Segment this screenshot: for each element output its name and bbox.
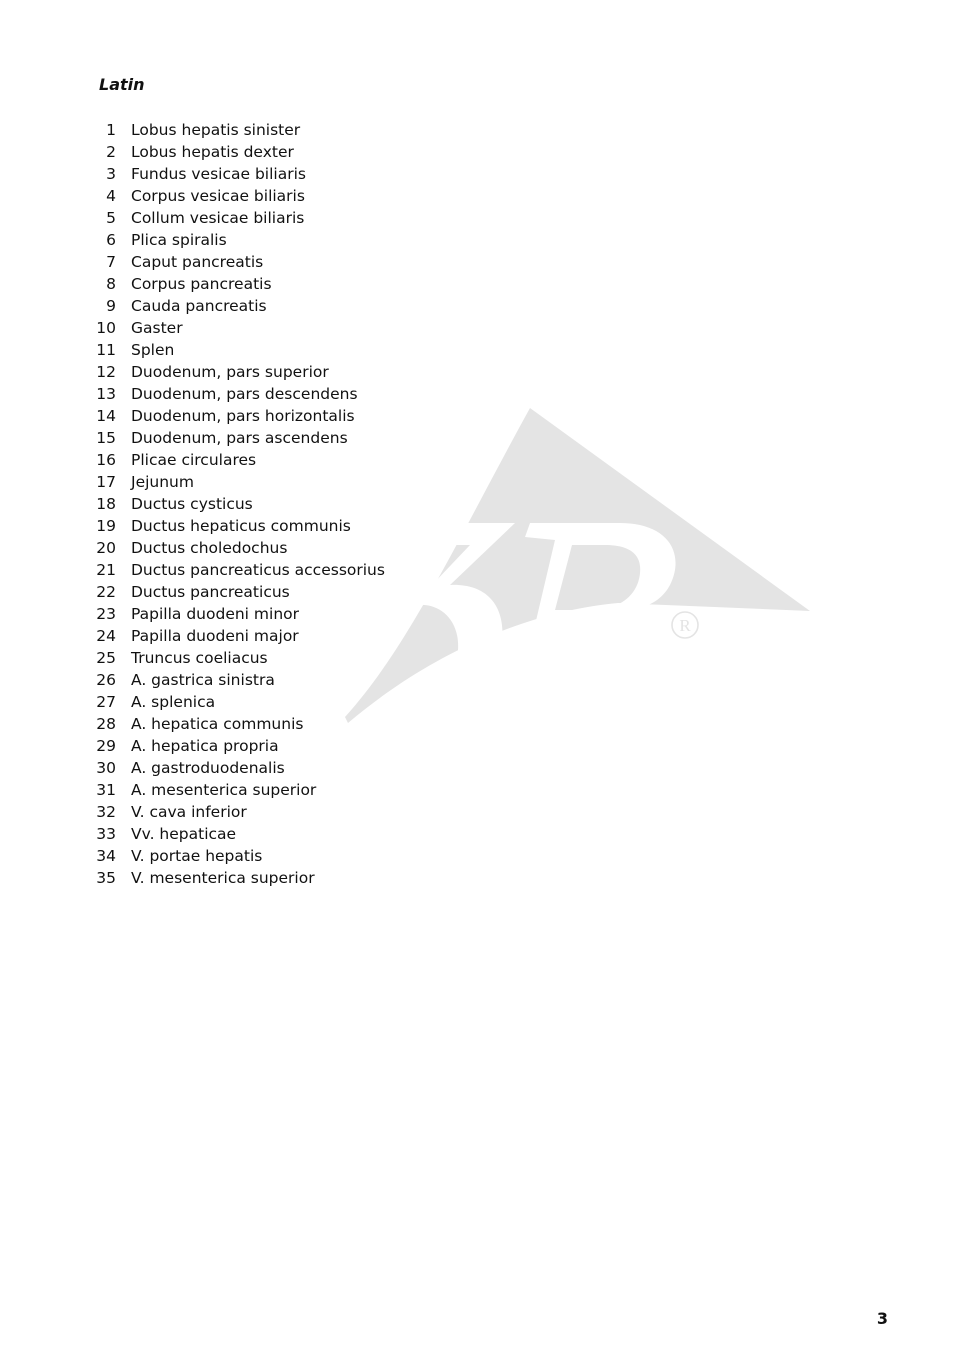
item-name: A. hepatica propria xyxy=(131,737,279,755)
item-name: Lobus hepatis dexter xyxy=(131,143,294,161)
item-number: 23 xyxy=(96,605,116,623)
item-number: 28 xyxy=(96,715,116,733)
page-heading: Latin xyxy=(99,75,145,94)
list-item xyxy=(92,691,385,713)
list-item xyxy=(92,141,385,163)
item-name: Duodenum, pars ascendens xyxy=(131,429,348,447)
list-item xyxy=(92,647,385,669)
list-item xyxy=(92,361,385,383)
list-item xyxy=(92,383,385,405)
item-number: 13 xyxy=(96,385,116,403)
list-item xyxy=(92,471,385,493)
item-number: 5 xyxy=(106,209,116,227)
item-number: 6 xyxy=(106,231,116,249)
item-name: Caput pancreatis xyxy=(131,253,264,271)
list-item xyxy=(92,449,385,471)
list-item xyxy=(92,119,385,141)
list-item xyxy=(92,801,385,823)
item-name: Plicae circulares xyxy=(131,451,257,469)
item-name: V. portae hepatis xyxy=(131,847,263,865)
list-item xyxy=(92,669,385,691)
item-name: A. splenica xyxy=(131,693,216,711)
list-item xyxy=(92,339,385,361)
list-item xyxy=(92,603,385,625)
item-number: 3 xyxy=(106,165,116,183)
list-item xyxy=(92,229,385,251)
item-number: 30 xyxy=(96,759,116,777)
item-number: 24 xyxy=(96,627,116,645)
item-number: 14 xyxy=(96,407,116,425)
item-name: Papilla duodeni major xyxy=(131,627,299,645)
list-item xyxy=(92,845,385,867)
item-number: 35 xyxy=(96,869,116,887)
item-name: Collum vesicae biliaris xyxy=(131,209,305,227)
item-name: Fundus vesicae biliaris xyxy=(131,165,306,183)
item-number: 2 xyxy=(106,143,116,161)
item-number: 17 xyxy=(96,473,116,491)
list-item xyxy=(92,163,385,185)
list-item xyxy=(92,823,385,845)
list-item xyxy=(92,493,385,515)
item-number: 4 xyxy=(106,187,116,205)
item-name: A. hepatica communis xyxy=(131,715,304,733)
item-number: 18 xyxy=(96,495,116,513)
item-name: Ductus hepaticus communis xyxy=(131,517,351,535)
list-item xyxy=(92,713,385,735)
list-item xyxy=(92,405,385,427)
item-number: 21 xyxy=(96,561,116,579)
list-item xyxy=(92,273,385,295)
item-number: 8 xyxy=(106,275,116,293)
item-name: Ductus pancreaticus xyxy=(131,583,290,601)
list-item xyxy=(92,537,385,559)
term-list xyxy=(92,119,385,889)
item-name: Jejunum xyxy=(131,473,194,491)
item-name: Ductus choledochus xyxy=(131,539,288,557)
list-item xyxy=(92,779,385,801)
item-name: Duodenum, pars superior xyxy=(131,363,329,381)
list-item xyxy=(92,251,385,273)
triangle-shape xyxy=(345,408,810,723)
item-name: Corpus vesicae biliaris xyxy=(131,187,305,205)
list-item xyxy=(92,185,385,207)
item-number: 25 xyxy=(96,649,116,667)
item-name: Vv. hepaticae xyxy=(131,825,237,843)
item-number: 10 xyxy=(96,319,116,337)
item-name: V. mesenterica superior xyxy=(131,869,315,887)
list-item xyxy=(92,317,385,339)
item-name: Ductus cysticus xyxy=(131,495,253,513)
item-number: 12 xyxy=(96,363,116,381)
item-number: 20 xyxy=(96,539,116,557)
item-name: Corpus pancreatis xyxy=(131,275,272,293)
list-item xyxy=(92,515,385,537)
item-number: 16 xyxy=(96,451,116,469)
item-name: Plica spiralis xyxy=(131,231,227,249)
item-number: 7 xyxy=(106,253,116,271)
item-name: Lobus hepatis sinister xyxy=(131,121,301,139)
list-item xyxy=(92,735,385,757)
item-number: 26 xyxy=(96,671,116,689)
item-name: A. mesenterica superior xyxy=(131,781,317,799)
item-number: 22 xyxy=(96,583,116,601)
item-number: 34 xyxy=(96,847,116,865)
item-number: 27 xyxy=(96,693,116,711)
item-number: 29 xyxy=(96,737,116,755)
item-name: Duodenum, pars horizontalis xyxy=(131,407,355,425)
item-number: 11 xyxy=(96,341,116,359)
item-number: 1 xyxy=(106,121,116,139)
item-name: A. gastroduodenalis xyxy=(131,759,285,777)
item-name: V. cava inferior xyxy=(131,803,247,821)
list-item xyxy=(92,295,385,317)
item-name: Gaster xyxy=(131,319,183,337)
item-number: 19 xyxy=(96,517,116,535)
item-name: Cauda pancreatis xyxy=(131,297,267,315)
list-item xyxy=(92,625,385,647)
item-number: 31 xyxy=(96,781,116,799)
item-number: 9 xyxy=(106,297,116,315)
item-number: 33 xyxy=(96,825,116,843)
list-item xyxy=(92,867,385,889)
list-item xyxy=(92,207,385,229)
item-name: Duodenum, pars descendens xyxy=(131,385,358,403)
list-item xyxy=(92,757,385,779)
item-name: Splen xyxy=(131,341,175,359)
item-number: 15 xyxy=(96,429,116,447)
registered-mark-letter: R xyxy=(679,616,691,635)
list-item xyxy=(92,559,385,581)
item-name: Truncus coeliacus xyxy=(131,649,268,667)
3b-logo-watermark xyxy=(340,405,815,730)
page-number: 3 xyxy=(876,1309,888,1328)
list-item xyxy=(92,581,385,603)
item-name: Ductus pancreaticus accessorius xyxy=(131,561,385,579)
item-name: Papilla duodeni minor xyxy=(131,605,299,623)
list-item xyxy=(92,427,385,449)
item-name: A. gastrica sinistra xyxy=(131,671,275,689)
item-number: 32 xyxy=(96,803,116,821)
